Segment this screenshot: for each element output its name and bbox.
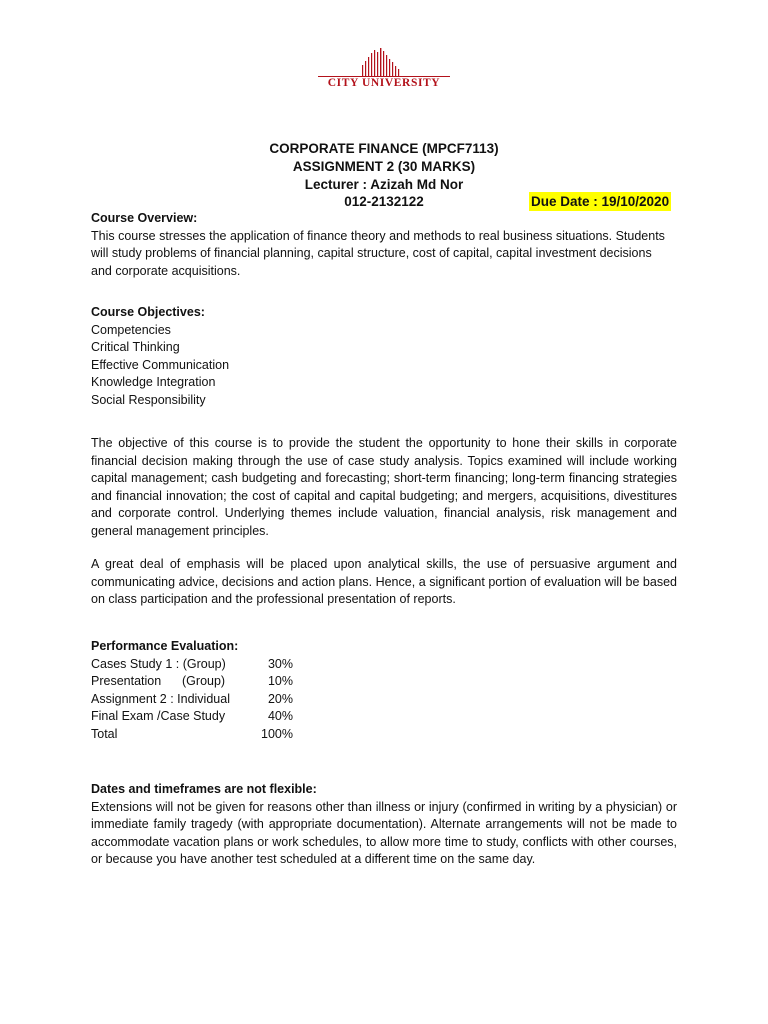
objective-item: Critical Thinking <box>91 340 180 354</box>
due-date-highlight: Due Date : 19/10/2020 <box>531 194 670 209</box>
evaluation-weight: 30% <box>267 656 293 671</box>
assignment-title: ASSIGNMENT 2 (30 MARKS) <box>292 159 476 174</box>
overview-line: will study problems of financial planning, capital structure, cost of capital, capital investment decisions <box>91 246 652 260</box>
performance-evaluation-heading: Performance Evaluation: <box>91 639 239 653</box>
dates-timeframes-text: Extensions will not be given for reasons other than illness or injury (confirmed in writing by a physician) or immediate family tragedy (with appropriate documentation). Alternate arrangements will not be made to accommodate vacation plans or work schedules, to allow more time to study, conflicts with other courses, or because you have another test scheduled at a different time on the same day. <box>91 799 677 866</box>
evaluation-weight: 10% <box>267 674 293 688</box>
evaluation-label: Presentation (Group) <box>91 674 226 688</box>
course-objective-paragraph <box>91 435 677 540</box>
overview-line: and corporate acquisitions. <box>91 263 241 278</box>
dates-timeframes-heading: Dates and timeframes are not flexible: <box>91 782 317 796</box>
emphasis-paragraph <box>91 556 677 609</box>
evaluation-row <box>91 656 293 674</box>
evaluation-label: Assignment 2 : Individual <box>91 691 230 706</box>
objective-item: Competencies <box>91 322 171 337</box>
evaluation-weight: 100% <box>261 726 293 741</box>
objective-item: Effective Communication <box>91 357 230 372</box>
course-objectives-heading: Course Objectives: <box>91 305 205 319</box>
objective-item: Knowledge Integration <box>91 375 216 389</box>
objective-paragraph-text: The objective of this course is to provide the student the opportunity to hone their skills in corporate financial decision making through the use of case study analysis. Topics examined will include working capital management; cash budgeting and forecasting; short-term financing; long-term financing strategies and financial innovation; the cost of capital and capital budgeting; and mergers, acquisitions, divestitures and corporate control. Underlying themes include valuation, financial analysis, risk management and general management principles. <box>91 436 677 538</box>
tower-logo-icon <box>318 47 450 79</box>
course-overview-heading: Course Overview: <box>91 211 198 225</box>
evaluation-row <box>91 673 293 691</box>
performance-evaluation-section <box>91 638 677 743</box>
university-name: CITY UNIVERSITY <box>327 77 441 89</box>
evaluation-row <box>91 708 293 726</box>
lecturer-phone: 012-2132122 <box>344 194 424 209</box>
evaluation-weight: 20% <box>267 691 293 706</box>
objective-item: Social Responsibility <box>91 392 206 407</box>
dates-timeframes-section <box>91 781 677 869</box>
lecturer-name: Lecturer : Azizah Md Nor <box>304 177 464 192</box>
university-logo <box>318 47 450 93</box>
overview-line: This course stresses the application of finance theory and methods to real business situations. Students <box>91 228 665 243</box>
evaluation-label: Total <box>91 726 118 741</box>
evaluation-row <box>91 691 293 709</box>
evaluation-table <box>91 656 293 744</box>
evaluation-label: Final Exam /Case Study <box>91 709 226 723</box>
emphasis-paragraph-text: A great deal of emphasis will be placed upon analytical skills, the use of persuasive argument and communicating advice, decisions and action plans. Hence, a significant portion of evaluation will be based on class participation and the professional presentation of reports. <box>91 557 677 606</box>
evaluation-label: Cases Study 1 : (Group) <box>91 656 226 671</box>
course-objectives-section <box>91 304 677 409</box>
evaluation-weight: 40% <box>267 709 293 723</box>
course-overview-section <box>91 210 677 280</box>
evaluation-row-total <box>91 726 293 744</box>
course-title: CORPORATE FINANCE (MPCF7113) <box>269 141 499 156</box>
